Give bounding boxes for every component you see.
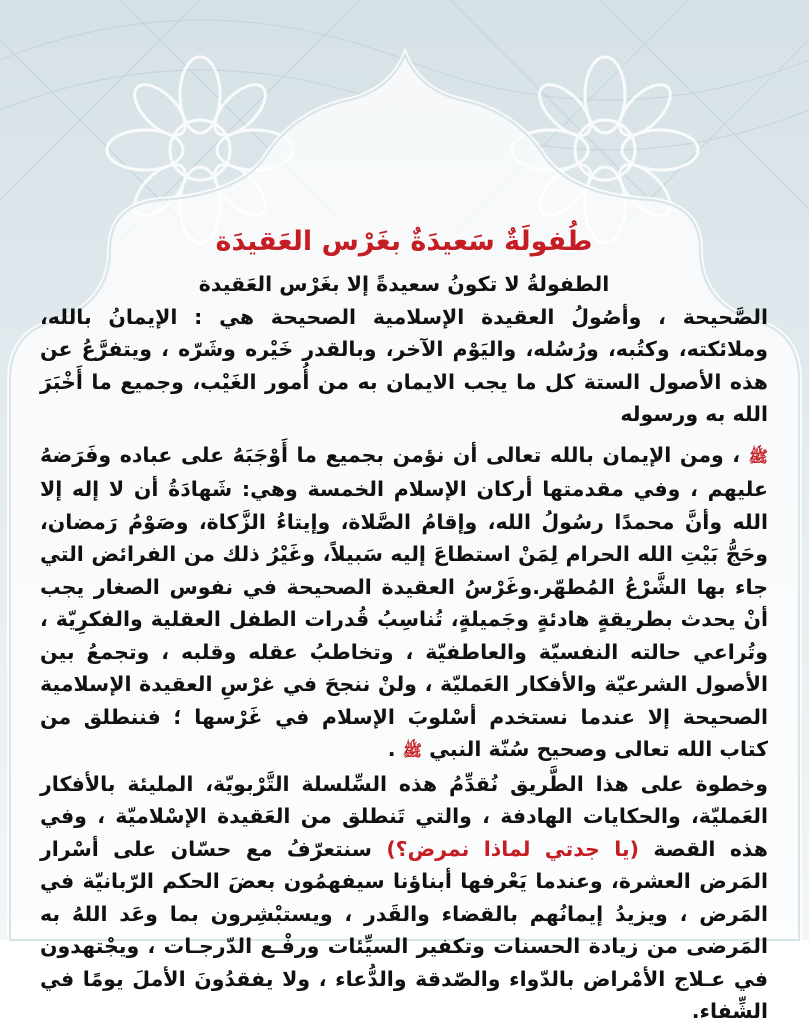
paragraph-3-body-b: سنتعرّفُ مع حسّان على أسْرار المَرض العشرة، وعندما يَعْرفها أبناؤنا سيفهمُون بعضَ الحكم الرّبانيّة في المَرض ، ويزيدُ إيمانُهم بالقضاء والقَدر ، ويستبْشِرون بما وعَد اللهُ به المَرضى من زيادة الحسنات وتكفير السيِّئات ورفْـع الدّرجـات ، ويجْتهدون في عـلاج الأمْراض بالدّواء والصّدقة والدُّعاء ، ولا يفقدُونَ الأملَ يومًا في الشِّفاء. <box>40 836 768 1023</box>
paragraph-2-end: . <box>387 737 396 761</box>
paragraph-1 <box>40 268 768 431</box>
paragraph-3 <box>40 768 768 1028</box>
paragraph-3-body-a: وخطوة على هذا الطَّريق نُقدِّمُ هذه السِّلسلة التَّرْبويّة، المليئة بالأفكار العَمليّة، والحكايات الهادفة ، والتي تَنطلق من العَقيدة الإسْلاميّة ، وفي هذه القصة <box>40 771 768 861</box>
story-title-highlight: (يا جدتي لماذا نمرض؟) <box>386 836 639 861</box>
pbuh-symbol-2: ﷺ <box>402 741 423 760</box>
pbuh-symbol: ﷺ <box>748 446 768 466</box>
page-title: طُفولَةٌ سَعيدَةٌ بغَرْس العَقيدَة <box>215 226 593 257</box>
paragraph-1-lead: الطفولةُ لا تكونُ سعيدةً إلا بغَرْس العَقيدة <box>198 272 610 296</box>
paragraph-2-body: ، ومن الإيمان بالله تعالى أن نؤمن بجميع ما أَوْجَبَهُ على عباده وفَرَضهُ عليهم ، وفي مقدمتها أركان الإسلام الخمسة وهي: شَهادَةُ أن لا إله إلا الله وأنَّ محمدًا رسُولُ الله، وإقامُ الصَّلاة، وإيتاءُ الزَّكاة، وصَوْمُ رَمضان، وحَجُّ بَيْتِ الله الحرام لِمَنْ استطاعَ إليه سَبيلاً، وغَيْرُ ذلك من الفرائض التي جاء بها الشَّرْعُ المُطهّر.وغَرْسُ العقيدة الصحيحة في نفوس الصغار يجب أنْ يحدث بطريقةٍ هادئةٍ وجَميلةٍ، تُناسِبُ قُدرات الطفل العقلية والفكرِيّة ، وتُراعي حالته النفسيّة والعاطفيّة ، وتخاطبُ عقله وقلبه ، وتجمعُ بين الأصول الشرعيّة والأفكار العَمليّة ، ولنْ ننجحَ في غرْسِ العقيدة الإسلامية الصحيحة إلا عندما نستخدم أسْلوبَ الإسلام في غَرْسها ؛ فننطلق من كتاب الله تعالى وصحيح سُنّة النبي <box>40 442 768 761</box>
paragraph-1-body: الصَّحيحة ، وأصُولُ العقيدة الإسلامية الصحيحة هي : الإيمانُ بالله، وملائكته، وكتُبه، ورُسُله، واليَوْم الآخر، وبالقدر خَيْره وشَرّه ، ويتفرَّعُ عن هذه الأصول الستة كل ما يجب الايمان به من أُمور الغَيْب، وجميع ما أَخْبَرَ الله به ورسوله <box>40 304 768 426</box>
paragraph-2 <box>40 439 768 768</box>
article <box>40 222 768 1028</box>
